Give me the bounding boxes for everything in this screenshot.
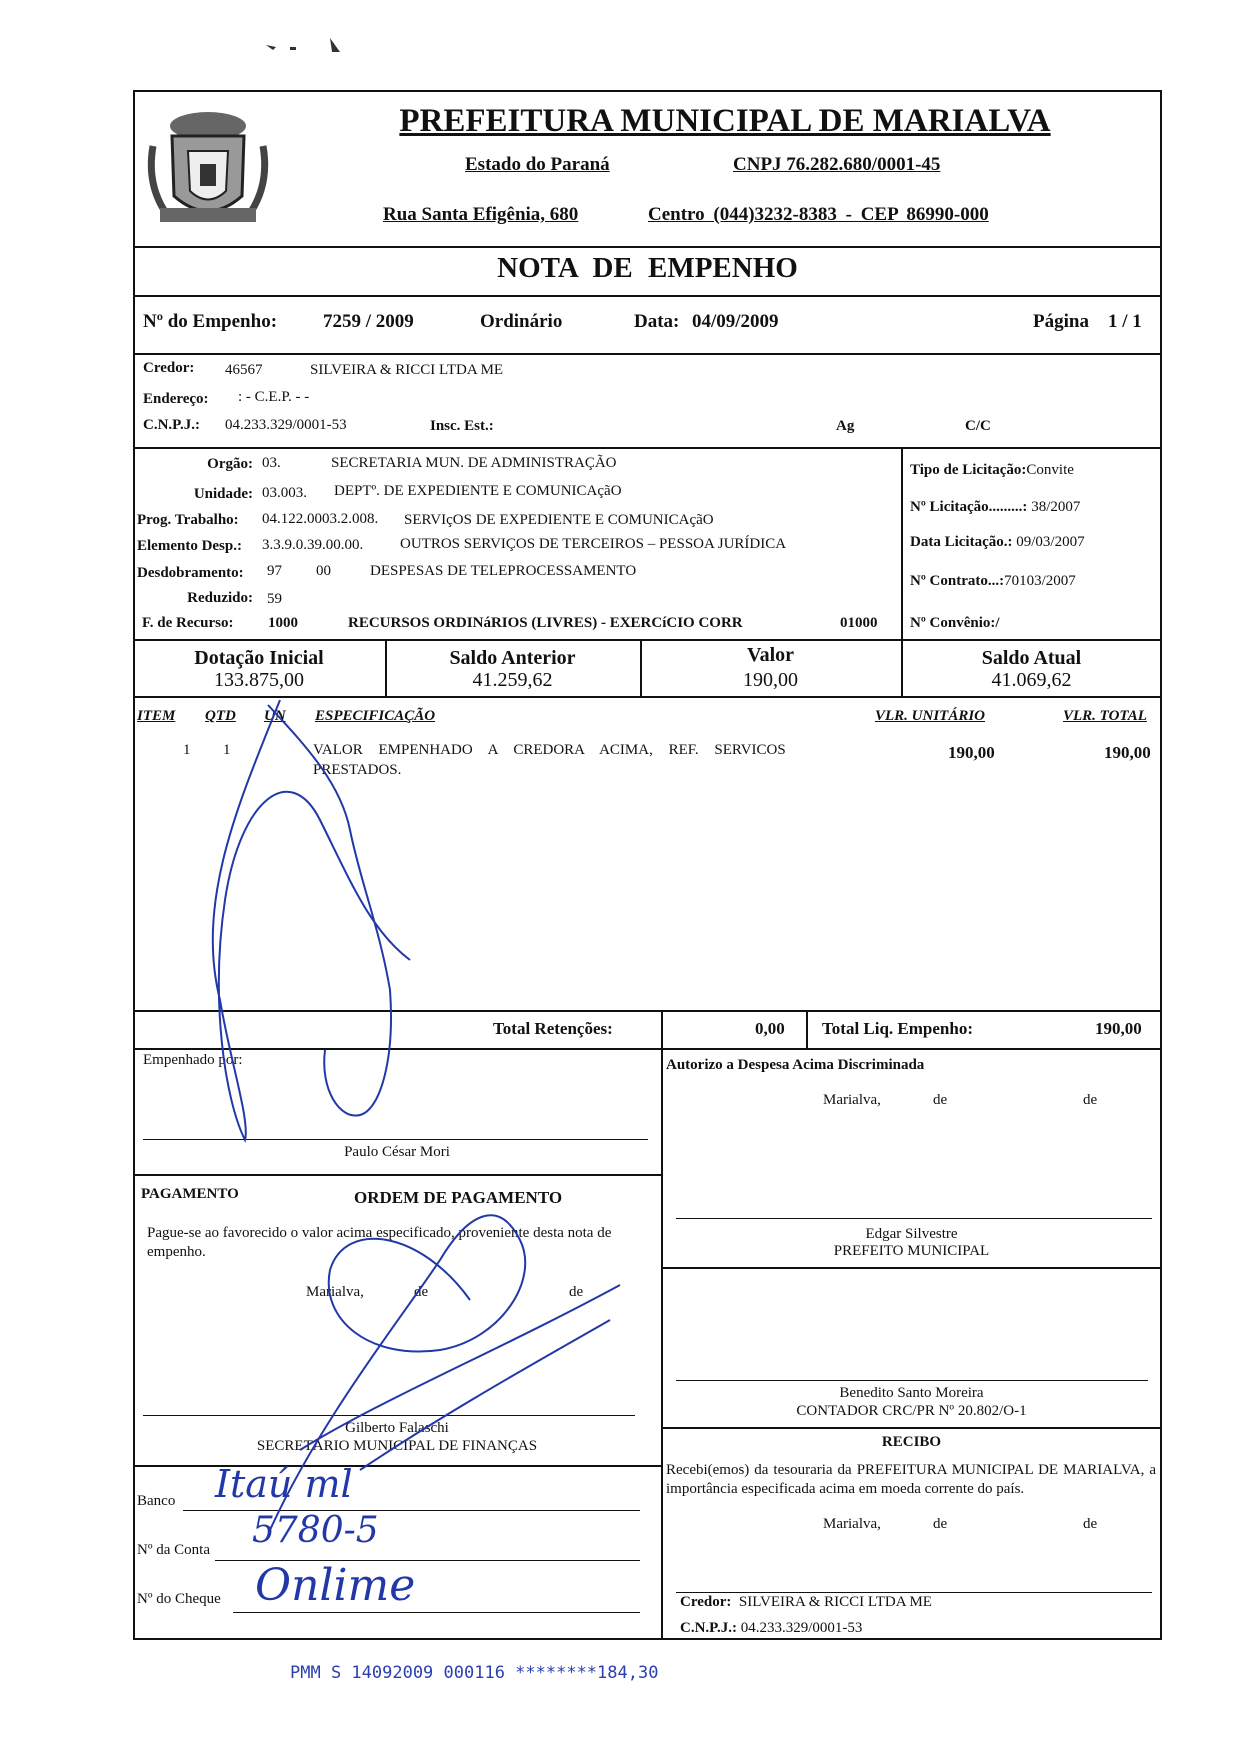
page-number: 1 / 1 [1108, 311, 1142, 332]
credor-cnpj: 04.233.329/0001-53 [225, 417, 347, 433]
item-qtd: 1 [223, 742, 231, 758]
empenhado-por-signer: Paulo César Mori [344, 1144, 450, 1160]
desdobramento-code-1: 97 [267, 563, 282, 579]
numero-licitacao-label: Nº Licitação.........: [910, 499, 1028, 515]
dotacao-inicial-value: 133.875,00 [214, 669, 304, 691]
valor-label: Valor [746, 644, 795, 666]
data-licitacao-value: 09/03/2007 [1016, 534, 1085, 550]
recibo-de-1: de [933, 1516, 948, 1532]
prog-trabalho-code: 04.122.0003.2.008. [262, 511, 379, 527]
prog-trabalho-label: Prog. Trabalho: [137, 512, 239, 528]
autorizo-label: Autorizo a Despesa Acima Discriminada [666, 1057, 925, 1073]
numero-contrato-value: 70103/2007 [1004, 573, 1076, 589]
address-contact: Centro (044)3232-8383 - CEP 86990-000 [648, 204, 989, 225]
empenho-number: 7259 / 2009 [323, 311, 414, 332]
authentication-stamp: PMM S 14092009 000116 ********184,30 [290, 1663, 659, 1683]
unidade-name: DEPTº. DE EXPEDIENTE E COMUNICAçãO [334, 483, 622, 499]
total-retencoes-label: Total Retenções: [493, 1019, 613, 1038]
elemento-desp-code: 3.3.9.0.39.00.00. [262, 537, 364, 553]
numero-licitacao-value: 38/2007 [1031, 499, 1081, 515]
document-title: NOTA DE EMPENHO [497, 252, 798, 284]
col-un: UN [264, 708, 286, 724]
numero-convenio: Nº Convênio:/ [910, 615, 1000, 631]
col-item: ITEM [137, 708, 176, 724]
recibo-credor-name: SILVEIRA & RICCI LTDA ME [738, 1594, 932, 1610]
fonte-recurso-name: RECURSOS ORDINáRIOS (LIVRES) - EXERCíCIO CORR [348, 615, 743, 631]
secretario-role: SECRETÁRIO MUNICIPAL DE FINANÇAS [256, 1438, 538, 1454]
autorizo-de-1: de [933, 1092, 948, 1108]
pagamento-text: Pague-se ao favorecido o valor acima especificado, proveniente desta nota de empenho. [147, 1225, 612, 1260]
desdobramento-label: Desdobramento: [137, 565, 244, 581]
credor-code: 46567 [225, 362, 263, 378]
total-liq-empenho-label: Total Liq. Empenho: [822, 1019, 973, 1038]
autorizo-city: Marialva, [823, 1092, 881, 1108]
tipo-licitacao-value: Convite [1026, 462, 1074, 478]
conta-corrente-label: C/C [965, 418, 991, 434]
elemento-desp-label: Elemento Desp.: [137, 538, 242, 554]
cnpj-prefeitura: CNPJ 76.282.680/0001-45 [733, 154, 941, 175]
tipo-licitacao-label: Tipo de Licitação: [910, 462, 1027, 478]
col-especificacao: ESPECIFICAÇÃO [315, 708, 436, 724]
conta-label: Nº da Conta [137, 1542, 210, 1558]
total-retencoes-value: 0,00 [755, 1019, 785, 1038]
empenho-type: Ordinário [480, 311, 563, 332]
insc-est-label: Insc. Est.: [430, 418, 494, 434]
empenho-number-label: Nº do Empenho: [143, 311, 278, 332]
saldo-atual-label: Saldo Atual [981, 647, 1082, 669]
numero-contrato-label: Nº Contrato...: [910, 573, 1005, 589]
empenho-date: 04/09/2009 [692, 311, 779, 332]
credor-name: SILVEIRA & RICCI LTDA ME [310, 362, 504, 378]
banco-label: Banco [137, 1493, 176, 1509]
fonte-recurso-label: F. de Recurso: [142, 615, 234, 631]
contador-role: CONTADOR CRC/PR Nº 20.802/O-1 [796, 1403, 1027, 1419]
orgao-name: SECRETARIA MUN. DE ADMINISTRAÇÃO [331, 455, 617, 471]
item-description-line-2: PRESTADOS. [313, 762, 402, 778]
desdobramento-code-2: 00 [316, 563, 331, 579]
cheque-handwritten: Onlime [255, 1560, 416, 1611]
recibo-city: Marialva, [823, 1516, 881, 1532]
conta-handwritten: 5780-5 [252, 1510, 379, 1551]
saldo-anterior-value: 41.259,62 [472, 669, 553, 691]
empenho-date-label: Data: [634, 311, 680, 332]
credor-cnpj-label: C.N.P.J.: [143, 417, 200, 433]
endereco-value: : - C.E.P. - - [238, 389, 310, 405]
page-label: Página [1033, 311, 1089, 332]
empenhado-por-label: Empenhado por: [143, 1052, 243, 1068]
municipality-title: PREFEITURA MUNICIPAL DE MARIALVA [399, 103, 1051, 139]
cheque-label: Nº do Cheque [137, 1591, 221, 1607]
recibo-text: Recebi(emos) da tesouraria da PREFEITURA MUNICIPAL DE MARIALVA, a importância especificada acima em moeda corrente do país. [666, 1462, 1156, 1497]
item-total-value: 190,00 [1104, 743, 1151, 762]
dotacao-inicial-label: Dotação Inicial [194, 647, 324, 669]
col-qtd: QTD [205, 708, 236, 724]
ordem-pagamento-label: ORDEM DE PAGAMENTO [354, 1188, 563, 1207]
elemento-desp-name: OUTROS SERVIÇOS DE TERCEIROS – PESSOA JURÍDICA [400, 536, 787, 552]
prefeito-role: PREFEITO MUNICIPAL [833, 1243, 990, 1259]
item-description-line-1: VALOR EMPENHADO A CREDORA ACIMA, REF. SERVICOS [313, 742, 786, 758]
recibo-de-2: de [1083, 1516, 1098, 1532]
street-address: Rua Santa Efigênia, 680 [383, 204, 579, 225]
pagamento-de-2: de [569, 1284, 584, 1300]
reduzido-label: Reduzido: [187, 590, 253, 606]
recibo-cnpj-label: C.N.P.J.: [680, 1620, 737, 1636]
saldo-atual-value: 41.069,62 [991, 669, 1072, 691]
pagamento-label: PAGAMENTO [141, 1186, 239, 1202]
col-vlr-total: VLR. TOTAL [1063, 708, 1147, 724]
recibo-label: RECIBO [881, 1434, 942, 1450]
unidade-label: Unidade: [193, 486, 253, 502]
desdobramento-name: DESPESAS DE TELEPROCESSAMENTO [370, 563, 637, 579]
banco-handwritten: Itaú ml [215, 1462, 353, 1506]
reduzido-code: 59 [267, 591, 282, 607]
valor-value: 190,00 [743, 669, 798, 691]
recibo-credor-label: Credor: [680, 1594, 732, 1610]
contador-name: Benedito Santo Moreira [839, 1385, 984, 1401]
item-number: 1 [183, 742, 191, 758]
fonte-recurso-code: 1000 [268, 615, 298, 631]
prog-trabalho-name: SERVIçOS DE EXPEDIENTE E COMUNICAçãO [404, 512, 714, 528]
orgao-code: 03. [262, 455, 281, 471]
pagamento-city: Marialva, [306, 1284, 364, 1300]
fonte-recurso-number: 01000 [840, 615, 878, 631]
unidade-code: 03.003. [262, 485, 307, 501]
total-liq-empenho-value: 190,00 [1095, 1019, 1142, 1038]
recibo-cnpj-value: 04.233.329/0001-53 [740, 1620, 863, 1636]
orgao-label: Orgão: [207, 456, 253, 472]
state-name: Estado do Paraná [465, 154, 610, 175]
item-unit-value: 190,00 [948, 743, 995, 762]
saldo-anterior-label: Saldo Anterior [449, 647, 576, 669]
data-licitacao-label: Data Licitação.: [910, 534, 1013, 550]
prefeito-name: Edgar Silvestre [865, 1226, 958, 1242]
endereco-label: Endereço: [143, 391, 209, 407]
agencia-label: Ag [836, 418, 855, 434]
credor-label: Credor: [143, 360, 195, 376]
secretario-name: Gilberto Falaschi [345, 1420, 449, 1436]
autorizo-de-2: de [1083, 1092, 1098, 1108]
col-vlr-unitario: VLR. UNITÁRIO [875, 708, 986, 724]
pagamento-de-1: de [414, 1284, 429, 1300]
